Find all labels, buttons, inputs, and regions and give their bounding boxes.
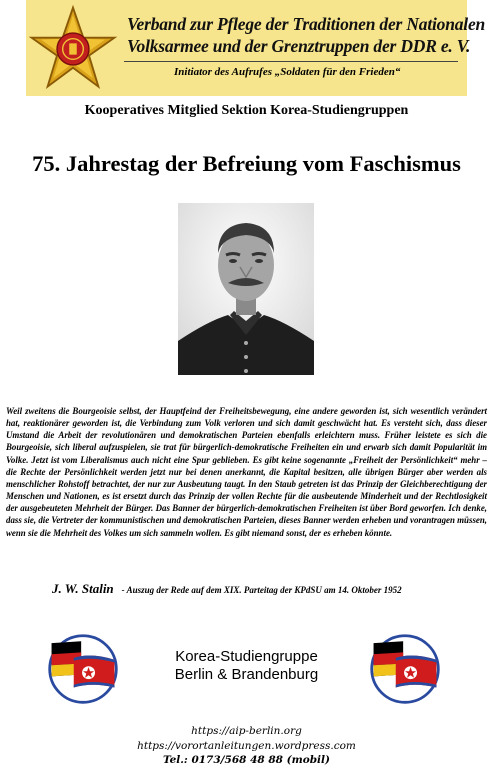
quote-attribution [52,580,402,598]
coop-member-line: Kooperatives Mitglied Sektion Korea-Studiengruppen [84,103,409,118]
header-band [26,0,486,96]
org-name-line1: Verband zur Pflege der Traditionen der Nationalen [127,14,486,34]
attribution-author: J. W. Stalin [52,581,114,596]
contact-block [0,724,493,768]
attribution-source: - Auszug der Rede auf dem XIX. Parteitag der KPdSU am 14. Oktober 1952 [121,585,402,595]
website-link-1[interactable]: https://aip-berlin.org [191,725,302,737]
page-title: 75. Jahrestag der Befreiung vom Faschismus [32,151,461,176]
korea-flag-badge-icon [368,632,442,706]
initiator-line: Initiator des Aufrufes „Soldaten für den Frieden“ [174,66,401,78]
phone-number: Tel.: 0173/568 48 88 (mobil) [162,754,330,766]
org-name-line2: Volksarmee und der Grenztruppen der DDR e. V. [127,36,471,56]
header-divider [124,61,458,62]
stalin-quote: Weil zweitens die Bourgeoisie selbst, der Hauptfeind der Freiheitsbewegung, eine andere geworden ist, sich wesentlich verändert hat, reaktionärer geworden ist, die Verbindung zum Volk verloren und sich damit geschwächt hat. Es versteht sich, dass dieser Umstand die Arbeit der revolutionären und demokratischen Parteien ebenfalls erleichtern muss. Früher leistete es sich die Bourgeoisie, sich liberal aufzuspielen, sie trat für bürgerlich-demokratische Freiheiten ein und erwarb sich damit Popularität im Volke. Jetzt ist vom Liberalismus auch nicht eine Spur geblieben. Es gibt keine sogenannte „Freiheit der Persönlichkeit“ mehr – die Rechte der Persönlichkeit werden jetzt nur bei denen anerkannt, die Kapital besitzen, alle übrigen Bürger aber werden als menschlicher Rohstoff betrachtet, der nur zur Ausbeutung taugt. In den Staub getreten ist das Prinzip der Gleichberechtigung der Menschen und Nationen, es ist ersetzt durch das Prinzip der vollen Rechte für die ausbeutende Minderheit und der Rechtlosigkeit der ausgebeuteten Mehrheit der Bürger. Das Banner der bürgerlich-demokratischen Freiheiten ist über Bord geworfen. Ich denke, dass sie, die Vertreter der kommunistischen und demokratischen Parteien, dieses Banner werden erheben und vorantragen müssen, wenn sie die Mehrheit des Volkes um sich sammeln wollen. Es gibt niemand sonst, der es erheben könnte. [6,406,487,538]
portrait-photo [178,203,314,375]
star-emblem-icon [26,2,120,96]
group-name-line2: Berlin & Brandenburg [174,666,319,683]
website-link-2[interactable]: https://vorortanleitungen.wordpress.com [137,739,356,752]
group-name-line1: Korea-Studiengruppe [175,648,318,665]
